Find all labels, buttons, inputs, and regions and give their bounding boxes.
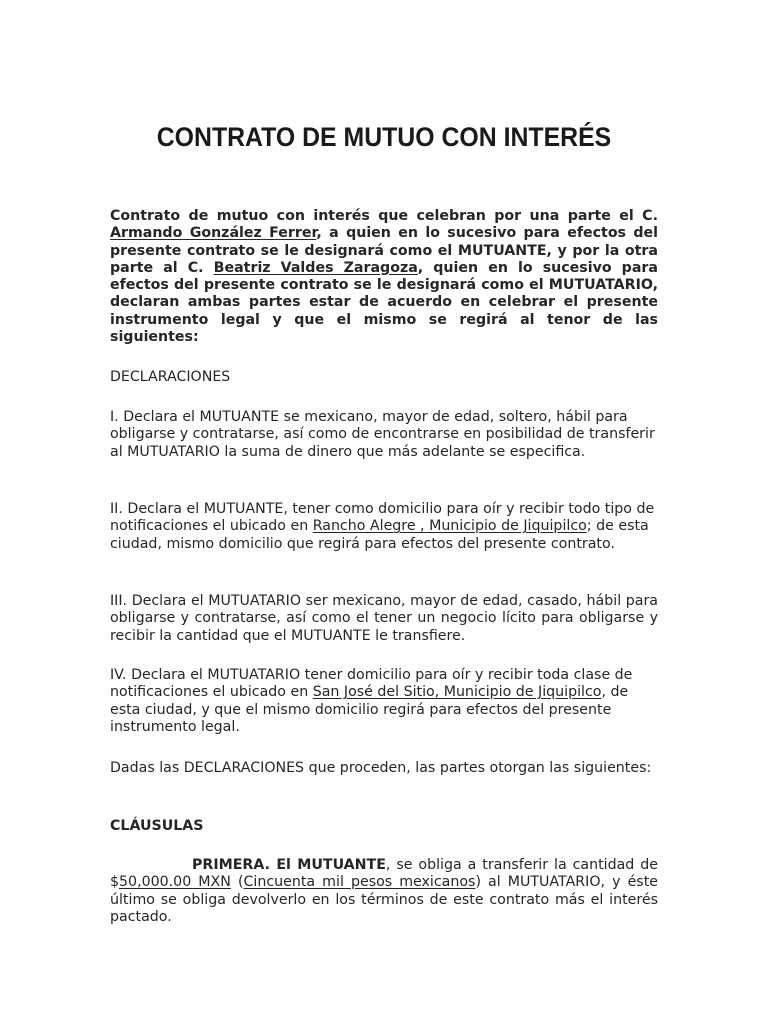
mutuatario-address: San José del Sitio, Municipio de Jiquipilco — [312, 684, 602, 701]
document-title: CONTRATO DE MUTUO CON INTERÉS — [156, 122, 612, 152]
primera-text-2: ( — [230, 874, 244, 891]
primera-text-3: ) al MUTUATARIO, y éste último se obliga devolverlo en los términos de este contrato más el interés pactado. — [110, 874, 658, 925]
dadas-paragraph: Dadas las DECLARACIONES que proceden, las partes otorgan las siguientes: — [110, 760, 652, 776]
declaraciones-heading: DECLARACIONES — [110, 369, 231, 385]
clausula-primera — [110, 857, 658, 926]
mutuatario-name: Beatriz Valdes Zaragoza — [213, 259, 418, 276]
declaracion-4-text-2: , de esta ciudad, y que el mismo domicilio regirá para efectos del presente instrumento legal. — [110, 684, 629, 735]
declaracion-2-text-2: ; de esta ciudad, mismo domicilio que regirá para efectos del presente contrato. — [110, 518, 649, 552]
loan-amount: 50,000.00 MXN — [119, 874, 231, 891]
clausulas-heading: CLÁUSULAS — [110, 818, 204, 834]
intro-text-2: , a quien en lo sucesivo para efectos del presente contrato se le designará como el MUTUANTE, y por la otra parte al C. — [110, 225, 659, 276]
intro-text-3: , quien en lo sucesivo para efectos del presente contrato se le designará como el MUTUATARIO, declaran ambas partes estar de acuerdo en celebrar el presente instrumento legal y que el mismo se regirá al tenor de las siguientes: — [110, 259, 658, 346]
loan-amount-words: Cincuenta mil pesos mexicanos — [243, 874, 476, 891]
declaracion-2-text-1: II. Declara el MUTUANTE, tener como domicilio para oír y recibir todo tipo de notificaciones el ubicado en — [110, 501, 655, 535]
declaracion-4 — [110, 667, 658, 736]
declaracion-3: III. Declara el MUTUATARIO ser mexicano, mayor de edad, casado, hábil para obligarse y contratarse, así como el tener un negocio lícito para obligarse y recibir la cantidad que el MUTUANTE le transfiere. — [110, 593, 658, 644]
mutuante-name: Armando González Ferrer — [110, 225, 317, 242]
intro-text-1: Contrato de mutuo con interés que celebran por una parte el C. — [110, 208, 658, 224]
primera-label: PRIMERA. El MUTUANTE — [192, 857, 386, 873]
declaracion-1: I. Declara el MUTUANTE se mexicano, mayor de edad, soltero, hábil para obligarse y contratarse, así como de encontrarse en posibilidad de transferir al MUTUATARIO la suma de dinero que más adelante se especifica. — [110, 409, 655, 460]
mutuante-address: Rancho Alegre , Municipio de Jiquipilco — [312, 518, 587, 535]
intro-paragraph — [110, 208, 658, 346]
primera-text-1: , se obliga a transferir la cantidad de $ — [110, 857, 658, 891]
declaracion-2 — [110, 501, 658, 553]
declaracion-4-text-1: IV. Declara el MUTUATARIO tener domicilio para oír y recibir toda clase de notificaciones el ubicado en — [110, 667, 633, 701]
